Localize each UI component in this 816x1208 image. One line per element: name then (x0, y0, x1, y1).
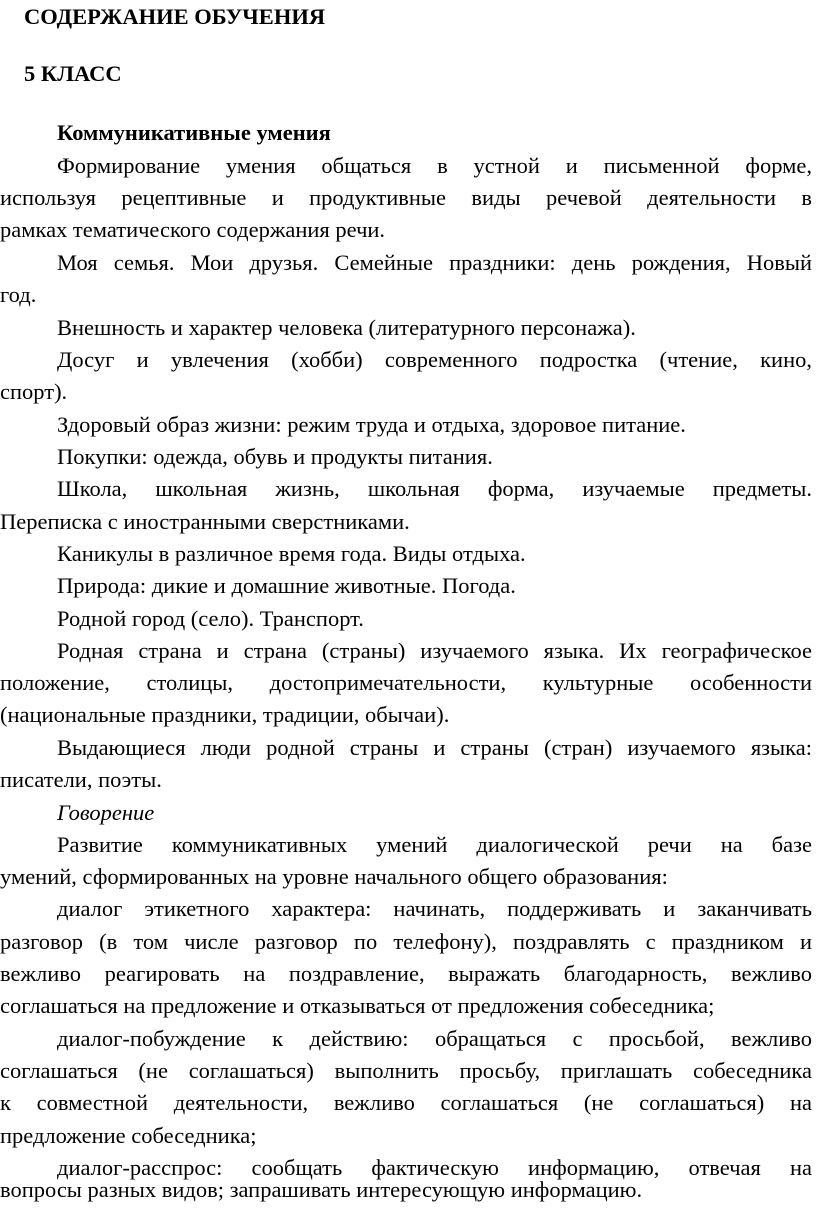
paragraph-line: рамках тематического содержания речи. (0, 217, 386, 242)
subheading-speaking: Говорение (57, 800, 155, 825)
paragraph-line: Моя семья. Мои друзья. Семейные праздники: день рождения, Новый (57, 250, 812, 275)
paragraph-line: Родной город (село). Транспорт. (57, 606, 364, 631)
paragraph-line: диалог-побуждение к действию: обращаться с просьбой, вежливо (57, 1026, 812, 1051)
paragraph-line: положение, столицы, достопримечательности, культурные особенности (0, 670, 812, 695)
paragraph-line: Развитие коммуникативных умений диалогической речи на базе (57, 832, 812, 857)
paragraph-line: спорт). (0, 379, 68, 404)
paragraph-line: разговор (в том числе разговор по телефону), поздравлять с праздником и (0, 929, 812, 954)
paragraph-line: год. (0, 282, 37, 307)
paragraph-line: Каникулы в различное время года. Виды отдыха. (57, 541, 526, 566)
paragraph-line: предложение собеседника; (0, 1123, 257, 1148)
paragraph-line: писатели, поэты. (0, 767, 162, 792)
paragraph-line: (национальные праздники, традиции, обычаи). (0, 702, 450, 727)
paragraph-line: Выдающиеся люди родной страны и страны (стран) изучаемого языка: (57, 735, 812, 760)
paragraph-line: используя рецептивные и продуктивные виды речевой деятельности в (0, 185, 812, 210)
paragraph-line: Родная страна и страна (страны) изучаемого языка. Их географическое (57, 638, 812, 663)
paragraph-line: соглашаться на предложение и отказываться от предложения собеседника; (0, 993, 715, 1018)
section-heading: Коммуникативные умения (57, 120, 331, 145)
paragraph-line: Внешность и характер человека (литературного персонажа). (57, 315, 636, 340)
paragraph-line: вежливо реагировать на поздравление, выражать благодарность, вежливо (0, 961, 812, 986)
paragraph-line: вопросы разных видов; запрашивать интересующую информацию. (0, 1177, 643, 1202)
paragraph-line: Досуг и увлечения (хобби) современного подростка (чтение, кино, (57, 347, 812, 372)
paragraph-line: Школа, школьная жизнь, школьная форма, изучаемые предметы. (57, 476, 812, 501)
paragraph-line: Формирование умения общаться в устной и письменной форме, (57, 153, 812, 178)
paragraph-line: умений, сформированных на уровне начального общего образования: (0, 864, 668, 889)
paragraph-line: диалог-расспрос: сообщать фактическую информацию, отвечая на (57, 1155, 812, 1180)
paragraph-line: к совместной деятельности, вежливо соглашаться (не соглашаться) на (0, 1090, 812, 1115)
paragraph-line: Переписка с иностранными сверстниками. (0, 509, 410, 534)
grade-heading: 5 КЛАСС (24, 61, 122, 86)
document-title: СОДЕРЖАНИЕ ОБУЧЕНИЯ (24, 4, 326, 29)
paragraph-line: Природа: дикие и домашние животные. Погода. (57, 573, 516, 598)
paragraph-line: соглашаться (не соглашаться) выполнить просьбу, приглашать собеседника (0, 1058, 812, 1083)
paragraph-line: диалог этикетного характера: начинать, поддерживать и заканчивать (57, 896, 812, 921)
paragraph-line: Покупки: одежда, обувь и продукты питания. (57, 444, 493, 469)
paragraph-line: Здоровый образ жизни: режим труда и отдыха, здоровое питание. (57, 412, 686, 437)
